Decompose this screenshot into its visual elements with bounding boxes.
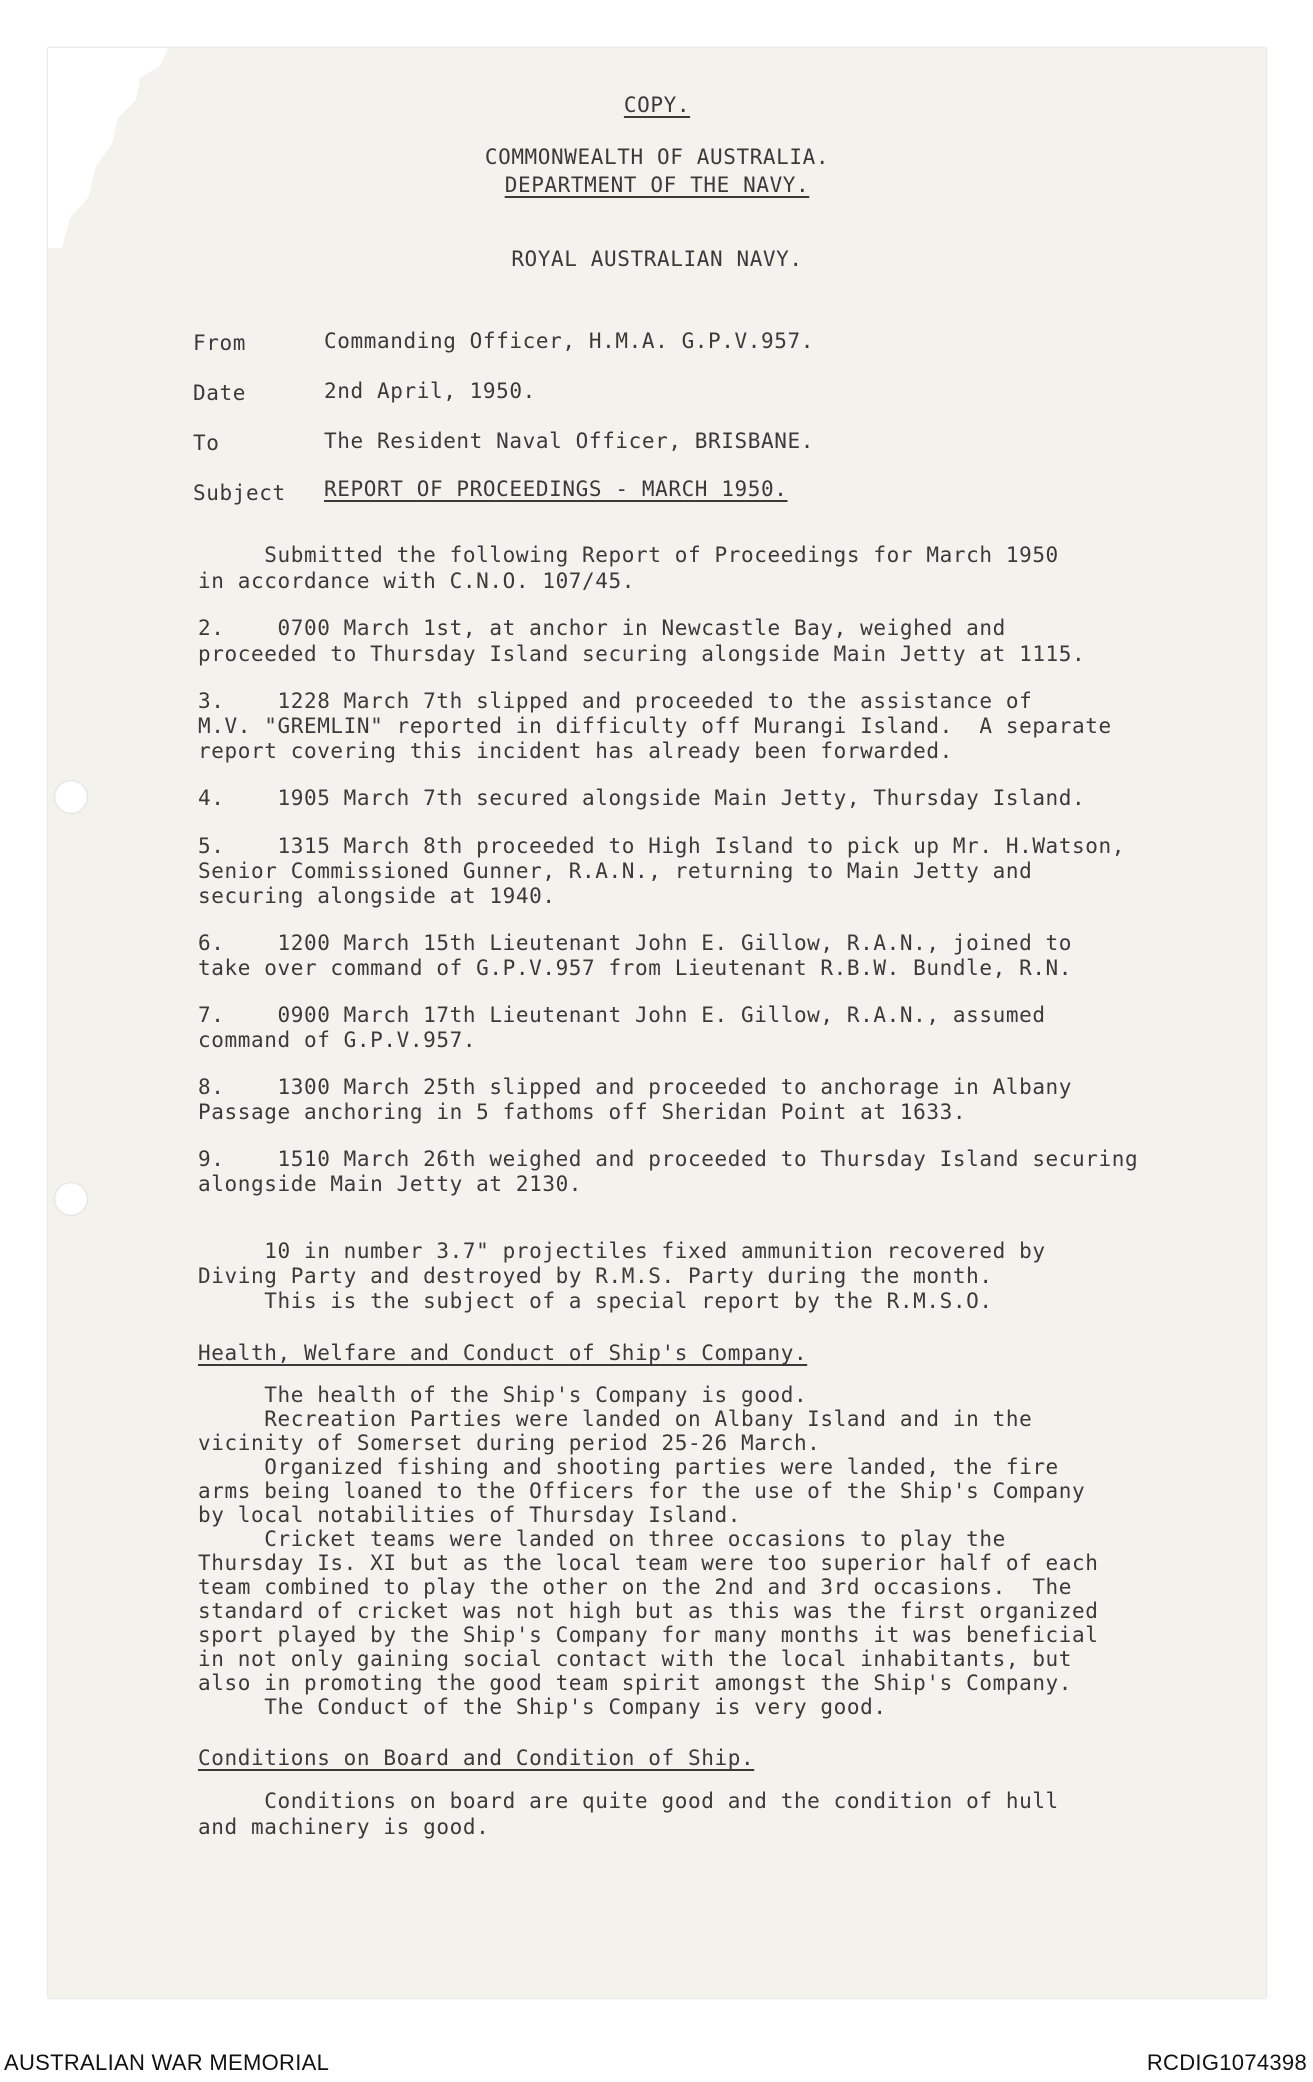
- body-line: take over command of G.P.V.957 from Lieutenant R.B.W. Bundle, R.N.: [198, 956, 1073, 980]
- health-line: The health of the Ship's Company is good.: [198, 1383, 808, 1407]
- body-line: Passage anchoring in 5 fathoms off Sheridan Point at 1633.: [198, 1100, 967, 1124]
- health-line: also in promoting the good team spirit amongst the Ship's Company.: [198, 1671, 1073, 1695]
- body-line: Diving Party and destroyed by R.M.S. Party during the month.: [198, 1264, 993, 1288]
- footer-source: AUSTRALIAN WAR MEMORIAL: [4, 2050, 330, 2075]
- health-line: Recreation Parties were landed on Albany Island and in the: [198, 1407, 1033, 1431]
- health-line: in not only gaining social contact with the local inhabitants, but: [198, 1647, 1073, 1671]
- body-line: 8. 1300 March 25th slipped and proceeded to anchorage in Albany: [198, 1075, 1073, 1099]
- health-line: Thursday Is. XI but as the local team were too superior half of each: [198, 1551, 1099, 1575]
- health-line: by local notabilities of Thursday Island.: [198, 1503, 741, 1527]
- body-line: 6. 1200 March 15th Lieutenant John E. Gillow, R.A.N., joined to: [198, 931, 1073, 955]
- health-line: vicinity of Somerset during period 25-26 March.: [198, 1431, 821, 1455]
- body-line: 2. 0700 March 1st, at anchor in Newcastle Bay, weighed and: [198, 616, 1006, 640]
- health-line: arms being loaned to the Officers for the use of the Ship's Company: [198, 1479, 1086, 1503]
- from-label: From: [193, 331, 246, 355]
- punch-hole-top: [54, 780, 88, 814]
- body-line: 5. 1315 March 8th proceeded to High Island to pick up Mr. H.Watson,: [198, 834, 1126, 858]
- body-line: M.V. "GREMLIN" reported in difficulty off Murangi Island. A separate: [198, 714, 1112, 738]
- health-line: Cricket teams were landed on three occasions to play the: [198, 1527, 1006, 1551]
- subject-label: Subject: [193, 481, 286, 505]
- body-line: 9. 1510 March 26th weighed and proceeded to Thursday Island securing: [198, 1147, 1139, 1171]
- health-line: team combined to play the other on the 2nd and 3rd occasions. The: [198, 1575, 1073, 1599]
- org-commonwealth: COMMONWEALTH OF AUSTRALIA.: [484, 145, 830, 169]
- to-label: To: [193, 431, 220, 455]
- from-value: Commanding Officer, H.M.A. G.P.V.957.: [324, 329, 814, 353]
- body-line: Senior Commissioned Gunner, R.A.N., returning to Main Jetty and: [198, 859, 1033, 883]
- body-line: securing alongside at 1940.: [198, 884, 556, 908]
- body-line: 3. 1228 March 7th slipped and proceeded to the assistance of: [198, 689, 1033, 713]
- subject-value: REPORT OF PROCEEDINGS - MARCH 1950.: [324, 477, 788, 501]
- copy-heading: COPY.: [623, 93, 691, 117]
- body-line: alongside Main Jetty at 2130.: [198, 1172, 583, 1196]
- document-page: [48, 48, 1266, 1998]
- body-line: report covering this incident has already been forwarded.: [198, 739, 953, 763]
- footer-id: RCDIG1074398: [1146, 2050, 1307, 2075]
- health-line: Organized fishing and shooting parties were landed, the fire: [198, 1455, 1059, 1479]
- org-ran: ROYAL AUSTRALIAN NAVY.: [511, 247, 803, 271]
- conditions-line: Conditions on board are quite good and the condition of hull: [198, 1789, 1059, 1813]
- body-line: 4. 1905 March 7th secured alongside Main Jetty, Thursday Island.: [198, 786, 1086, 810]
- conditions-line: and machinery is good.: [198, 1815, 490, 1839]
- date-value: 2nd April, 1950.: [324, 379, 536, 403]
- body-line: This is the subject of a special report by the R.M.S.O.: [198, 1289, 993, 1313]
- health-heading: Health, Welfare and Conduct of Ship's Company.: [198, 1341, 808, 1365]
- conditions-heading: Conditions on Board and Condition of Ship.: [198, 1746, 755, 1770]
- body-line: command of G.P.V.957.: [198, 1028, 477, 1052]
- body-line: in accordance with C.N.O. 107/45.: [198, 569, 636, 593]
- org-department: DEPARTMENT OF THE NAVY.: [504, 173, 810, 197]
- health-line: standard of cricket was not high but as this was the first organized: [198, 1599, 1099, 1623]
- date-label: Date: [193, 381, 246, 405]
- punch-hole-bottom: [54, 1182, 88, 1216]
- to-value: The Resident Naval Officer, BRISBANE.: [324, 429, 814, 453]
- health-line: sport played by the Ship's Company for many months it was beneficial: [198, 1623, 1099, 1647]
- body-line: 10 in number 3.7" projectiles fixed ammunition recovered by: [198, 1239, 1046, 1263]
- body-line: Submitted the following Report of Proceedings for March 1950: [198, 543, 1059, 567]
- body-line: proceeded to Thursday Island securing alongside Main Jetty at 1115.: [198, 642, 1086, 666]
- health-line: The Conduct of the Ship's Company is very good.: [198, 1695, 887, 1719]
- body-line: 7. 0900 March 17th Lieutenant John E. Gillow, R.A.N., assumed: [198, 1003, 1046, 1027]
